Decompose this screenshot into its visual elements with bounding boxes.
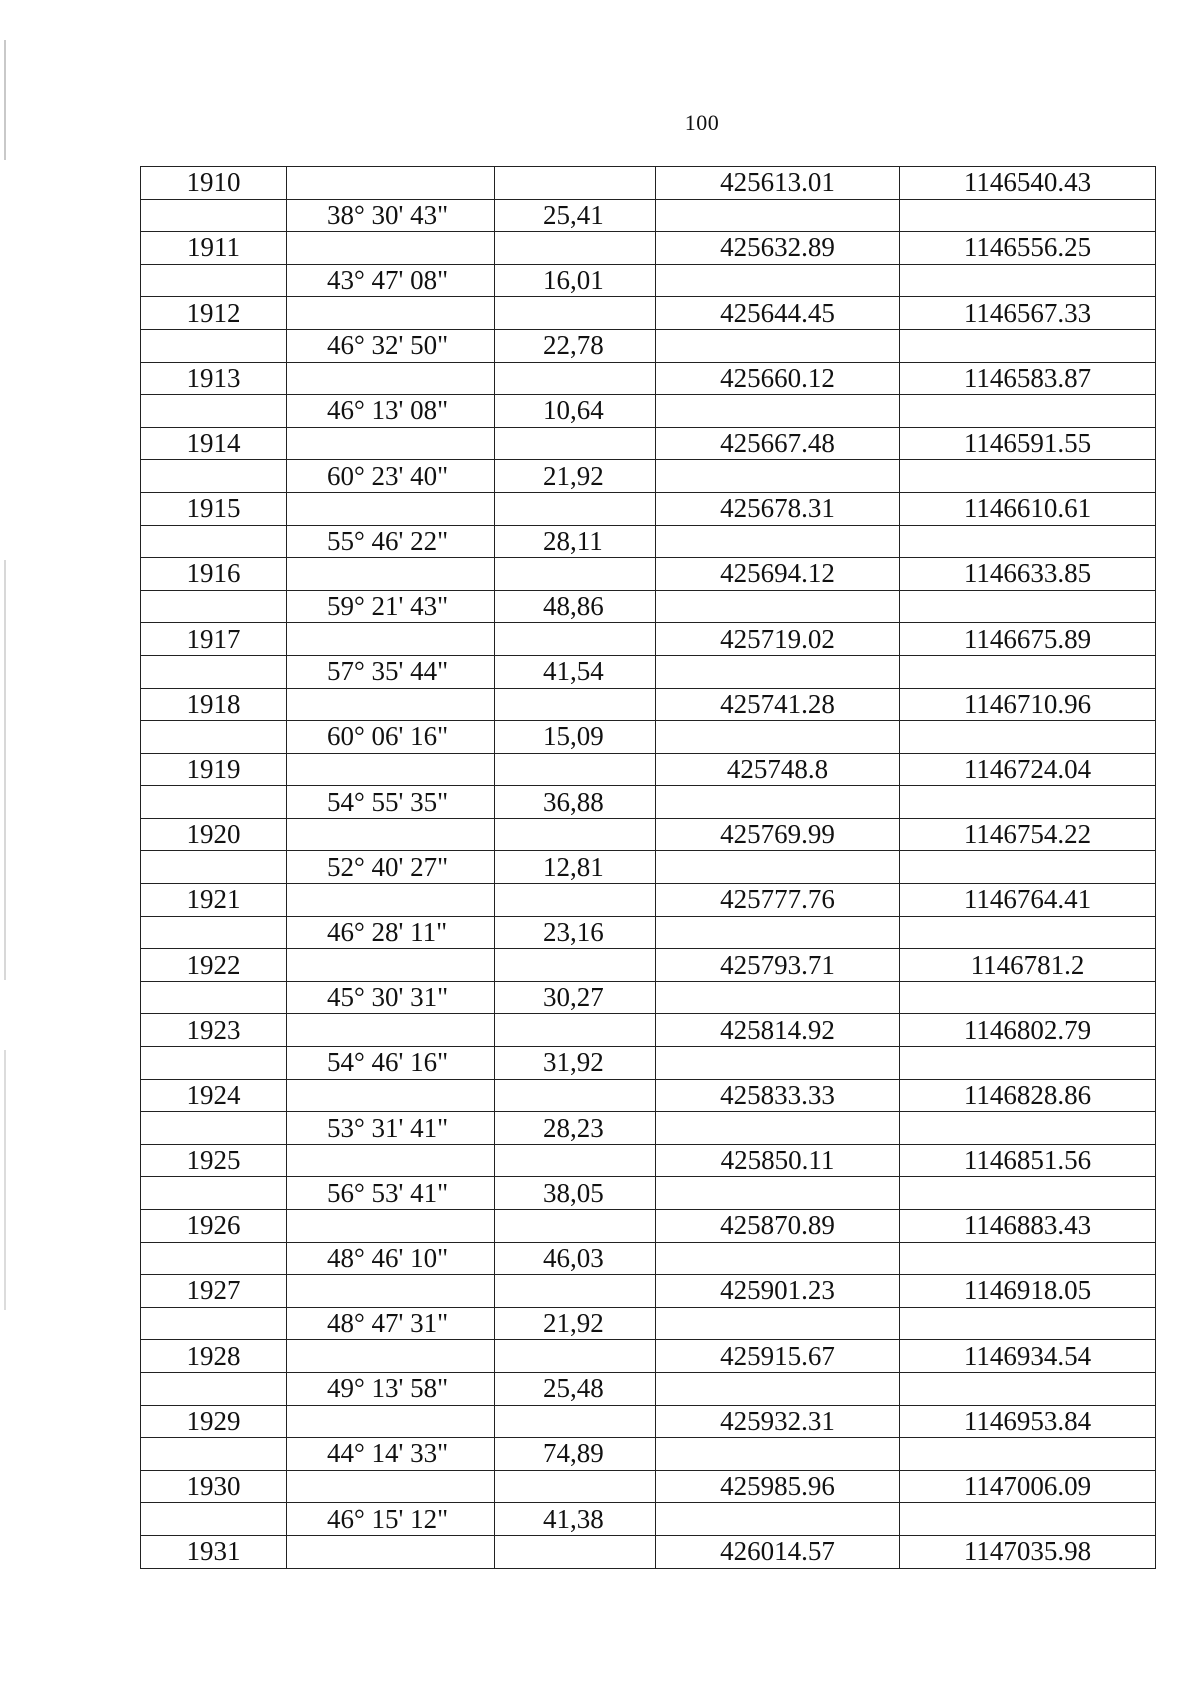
x-coordinate-cell: 425870.89	[656, 1210, 900, 1243]
direction-angle-cell	[287, 1014, 495, 1047]
x-coordinate-cell	[656, 395, 900, 428]
point-number-cell	[141, 1112, 287, 1145]
x-coordinate-cell: 425741.28	[656, 688, 900, 721]
point-number-cell	[141, 981, 287, 1014]
x-coordinate-cell	[656, 721, 900, 754]
direction-angle-cell: 46° 32' 50"	[287, 329, 495, 362]
table-row	[141, 818, 1156, 851]
y-coordinate-cell	[900, 981, 1156, 1014]
point-number-cell: 1926	[141, 1210, 287, 1243]
x-coordinate-cell	[656, 1047, 900, 1080]
point-number-cell: 1915	[141, 492, 287, 525]
y-coordinate-cell: 1146851.56	[900, 1144, 1156, 1177]
x-coordinate-cell: 425678.31	[656, 492, 900, 525]
distance-cell: 15,09	[495, 721, 656, 754]
y-coordinate-cell: 1147006.09	[900, 1470, 1156, 1503]
direction-angle-cell: 53° 31' 41"	[287, 1112, 495, 1145]
direction-angle-cell: 57° 35' 44"	[287, 655, 495, 688]
distance-cell	[495, 1405, 656, 1438]
table-row	[141, 1307, 1156, 1340]
direction-angle-cell: 54° 46' 16"	[287, 1047, 495, 1080]
distance-cell	[495, 427, 656, 460]
distance-cell	[495, 362, 656, 395]
x-coordinate-cell: 425769.99	[656, 818, 900, 851]
x-coordinate-cell	[656, 1242, 900, 1275]
x-coordinate-cell	[656, 1112, 900, 1145]
point-number-cell: 1911	[141, 232, 287, 265]
point-number-cell: 1929	[141, 1405, 287, 1438]
table-row	[141, 199, 1156, 232]
table-row	[141, 492, 1156, 525]
point-number-cell: 1912	[141, 297, 287, 330]
point-number-cell	[141, 851, 287, 884]
y-coordinate-cell	[900, 1438, 1156, 1471]
point-number-cell	[141, 199, 287, 232]
distance-cell: 25,48	[495, 1372, 656, 1405]
x-coordinate-cell	[656, 1177, 900, 1210]
table-row	[141, 1372, 1156, 1405]
table-row	[141, 1405, 1156, 1438]
direction-angle-cell	[287, 949, 495, 982]
direction-angle-cell	[287, 623, 495, 656]
y-coordinate-cell: 1146591.55	[900, 427, 1156, 460]
x-coordinate-cell	[656, 655, 900, 688]
y-coordinate-cell	[900, 525, 1156, 558]
y-coordinate-cell	[900, 916, 1156, 949]
y-coordinate-cell: 1147035.98	[900, 1535, 1156, 1568]
x-coordinate-cell: 425932.31	[656, 1405, 900, 1438]
direction-angle-cell: 46° 15' 12"	[287, 1503, 495, 1536]
point-number-cell	[141, 916, 287, 949]
y-coordinate-cell: 1146583.87	[900, 362, 1156, 395]
point-number-cell: 1925	[141, 1144, 287, 1177]
direction-angle-cell	[287, 1144, 495, 1177]
point-number-cell	[141, 786, 287, 819]
table-row	[141, 297, 1156, 330]
table-row	[141, 460, 1156, 493]
distance-cell: 25,41	[495, 199, 656, 232]
y-coordinate-cell	[900, 264, 1156, 297]
distance-cell	[495, 623, 656, 656]
point-number-cell: 1917	[141, 623, 287, 656]
point-number-cell: 1913	[141, 362, 287, 395]
point-number-cell: 1910	[141, 167, 287, 200]
point-number-cell	[141, 1372, 287, 1405]
point-number-cell	[141, 264, 287, 297]
direction-angle-cell: 48° 47' 31"	[287, 1307, 495, 1340]
x-coordinate-cell	[656, 851, 900, 884]
direction-angle-cell	[287, 297, 495, 330]
y-coordinate-cell: 1146802.79	[900, 1014, 1156, 1047]
table-row	[141, 721, 1156, 754]
table-row	[141, 1470, 1156, 1503]
direction-angle-cell: 48° 46' 10"	[287, 1242, 495, 1275]
y-coordinate-cell: 1146710.96	[900, 688, 1156, 721]
direction-angle-cell: 46° 28' 11"	[287, 916, 495, 949]
table-row	[141, 1275, 1156, 1308]
table-row	[141, 395, 1156, 428]
y-coordinate-cell: 1146540.43	[900, 167, 1156, 200]
direction-angle-cell	[287, 1275, 495, 1308]
table-row	[141, 525, 1156, 558]
y-coordinate-cell: 1146675.89	[900, 623, 1156, 656]
table-row	[141, 558, 1156, 591]
point-number-cell: 1922	[141, 949, 287, 982]
table-row	[141, 786, 1156, 819]
direction-angle-cell	[287, 362, 495, 395]
direction-angle-cell: 52° 40' 27"	[287, 851, 495, 884]
direction-angle-cell	[287, 1470, 495, 1503]
x-coordinate-cell: 425793.71	[656, 949, 900, 982]
x-coordinate-cell: 425901.23	[656, 1275, 900, 1308]
x-coordinate-cell: 425915.67	[656, 1340, 900, 1373]
direction-angle-cell	[287, 232, 495, 265]
direction-angle-cell: 45° 30' 31"	[287, 981, 495, 1014]
distance-cell	[495, 492, 656, 525]
direction-angle-cell: 38° 30' 43"	[287, 199, 495, 232]
table-row	[141, 1340, 1156, 1373]
direction-angle-cell	[287, 1210, 495, 1243]
x-coordinate-cell	[656, 1372, 900, 1405]
y-coordinate-cell	[900, 1372, 1156, 1405]
x-coordinate-cell: 425833.33	[656, 1079, 900, 1112]
y-coordinate-cell: 1146754.22	[900, 818, 1156, 851]
x-coordinate-cell: 425694.12	[656, 558, 900, 591]
y-coordinate-cell	[900, 655, 1156, 688]
y-coordinate-cell	[900, 786, 1156, 819]
direction-angle-cell: 56° 53' 41"	[287, 1177, 495, 1210]
distance-cell: 21,92	[495, 1307, 656, 1340]
table-row	[141, 590, 1156, 623]
distance-cell: 10,64	[495, 395, 656, 428]
point-number-cell: 1928	[141, 1340, 287, 1373]
x-coordinate-cell	[656, 199, 900, 232]
point-number-cell	[141, 721, 287, 754]
point-number-cell	[141, 525, 287, 558]
distance-cell	[495, 818, 656, 851]
table-row	[141, 1079, 1156, 1112]
direction-angle-cell: 55° 46' 22"	[287, 525, 495, 558]
scan-edge-mark	[4, 40, 6, 160]
y-coordinate-cell: 1146883.43	[900, 1210, 1156, 1243]
point-number-cell: 1918	[141, 688, 287, 721]
y-coordinate-cell: 1146918.05	[900, 1275, 1156, 1308]
table-row	[141, 362, 1156, 395]
point-number-cell: 1923	[141, 1014, 287, 1047]
table-row	[141, 623, 1156, 656]
distance-cell	[495, 884, 656, 917]
direction-angle-cell: 59° 21' 43"	[287, 590, 495, 623]
y-coordinate-cell	[900, 395, 1156, 428]
point-number-cell	[141, 1047, 287, 1080]
distance-cell	[495, 232, 656, 265]
table-row	[141, 655, 1156, 688]
y-coordinate-cell	[900, 460, 1156, 493]
distance-cell: 23,16	[495, 916, 656, 949]
y-coordinate-cell	[900, 721, 1156, 754]
distance-cell: 28,23	[495, 1112, 656, 1145]
distance-cell: 16,01	[495, 264, 656, 297]
point-number-cell	[141, 460, 287, 493]
y-coordinate-cell	[900, 590, 1156, 623]
direction-angle-cell	[287, 1535, 495, 1568]
table-row	[141, 1503, 1156, 1536]
point-number-cell	[141, 1438, 287, 1471]
y-coordinate-cell	[900, 1307, 1156, 1340]
distance-cell	[495, 1079, 656, 1112]
y-coordinate-cell	[900, 1177, 1156, 1210]
table-row	[141, 1177, 1156, 1210]
distance-cell: 41,54	[495, 655, 656, 688]
distance-cell	[495, 1210, 656, 1243]
x-coordinate-cell: 425660.12	[656, 362, 900, 395]
direction-angle-cell	[287, 1405, 495, 1438]
distance-cell	[495, 558, 656, 591]
distance-cell: 41,38	[495, 1503, 656, 1536]
distance-cell: 12,81	[495, 851, 656, 884]
point-number-cell: 1919	[141, 753, 287, 786]
distance-cell	[495, 1535, 656, 1568]
point-number-cell	[141, 1503, 287, 1536]
distance-cell: 48,86	[495, 590, 656, 623]
distance-cell: 74,89	[495, 1438, 656, 1471]
direction-angle-cell	[287, 1340, 495, 1373]
direction-angle-cell	[287, 492, 495, 525]
y-coordinate-cell: 1146953.84	[900, 1405, 1156, 1438]
table-row	[141, 1242, 1156, 1275]
table-row	[141, 753, 1156, 786]
point-number-cell: 1924	[141, 1079, 287, 1112]
table-row	[141, 1438, 1156, 1471]
distance-cell: 30,27	[495, 981, 656, 1014]
y-coordinate-cell: 1146633.85	[900, 558, 1156, 591]
table-row	[141, 851, 1156, 884]
distance-cell	[495, 1470, 656, 1503]
distance-cell: 36,88	[495, 786, 656, 819]
distance-cell: 38,05	[495, 1177, 656, 1210]
point-number-cell	[141, 655, 287, 688]
y-coordinate-cell: 1146764.41	[900, 884, 1156, 917]
y-coordinate-cell	[900, 1112, 1156, 1145]
x-coordinate-cell	[656, 460, 900, 493]
y-coordinate-cell: 1146781.2	[900, 949, 1156, 982]
point-number-cell: 1921	[141, 884, 287, 917]
coordinates-table-body	[141, 167, 1156, 1569]
x-coordinate-cell: 425632.89	[656, 232, 900, 265]
x-coordinate-cell: 425748.8	[656, 753, 900, 786]
distance-cell	[495, 297, 656, 330]
point-number-cell	[141, 1177, 287, 1210]
point-number-cell: 1927	[141, 1275, 287, 1308]
x-coordinate-cell	[656, 1438, 900, 1471]
table-row	[141, 232, 1156, 265]
x-coordinate-cell	[656, 525, 900, 558]
y-coordinate-cell	[900, 199, 1156, 232]
y-coordinate-cell	[900, 1503, 1156, 1536]
scan-edge-mark	[4, 560, 6, 980]
table-row	[141, 1210, 1156, 1243]
point-number-cell: 1930	[141, 1470, 287, 1503]
table-row	[141, 949, 1156, 982]
direction-angle-cell	[287, 753, 495, 786]
x-coordinate-cell: 425985.96	[656, 1470, 900, 1503]
direction-angle-cell	[287, 1079, 495, 1112]
x-coordinate-cell	[656, 786, 900, 819]
table-row	[141, 981, 1156, 1014]
scan-edge-mark	[4, 1050, 6, 1310]
distance-cell: 31,92	[495, 1047, 656, 1080]
table-row	[141, 916, 1156, 949]
direction-angle-cell	[287, 427, 495, 460]
table-row	[141, 688, 1156, 721]
table-row	[141, 1112, 1156, 1145]
table-row	[141, 1047, 1156, 1080]
x-coordinate-cell	[656, 1503, 900, 1536]
direction-angle-cell: 54° 55' 35"	[287, 786, 495, 819]
distance-cell: 22,78	[495, 329, 656, 362]
distance-cell	[495, 688, 656, 721]
direction-angle-cell: 46° 13' 08"	[287, 395, 495, 428]
point-number-cell	[141, 329, 287, 362]
point-number-cell: 1916	[141, 558, 287, 591]
x-coordinate-cell	[656, 916, 900, 949]
y-coordinate-cell: 1146724.04	[900, 753, 1156, 786]
distance-cell	[495, 1014, 656, 1047]
y-coordinate-cell: 1146610.61	[900, 492, 1156, 525]
point-number-cell: 1931	[141, 1535, 287, 1568]
direction-angle-cell: 49° 13' 58"	[287, 1372, 495, 1405]
x-coordinate-cell	[656, 329, 900, 362]
page-number: 100	[684, 110, 720, 135]
coordinates-table	[140, 166, 1156, 1569]
y-coordinate-cell: 1146828.86	[900, 1079, 1156, 1112]
distance-cell	[495, 1275, 656, 1308]
x-coordinate-cell: 425613.01	[656, 167, 900, 200]
distance-cell	[495, 753, 656, 786]
point-number-cell	[141, 395, 287, 428]
table-row	[141, 427, 1156, 460]
point-number-cell: 1914	[141, 427, 287, 460]
point-number-cell: 1920	[141, 818, 287, 851]
direction-angle-cell: 44° 14' 33"	[287, 1438, 495, 1471]
direction-angle-cell	[287, 884, 495, 917]
x-coordinate-cell: 425850.11	[656, 1144, 900, 1177]
x-coordinate-cell	[656, 1307, 900, 1340]
distance-cell: 21,92	[495, 460, 656, 493]
x-coordinate-cell: 426014.57	[656, 1535, 900, 1568]
direction-angle-cell: 60° 23' 40"	[287, 460, 495, 493]
table-row	[141, 329, 1156, 362]
y-coordinate-cell: 1146556.25	[900, 232, 1156, 265]
direction-angle-cell: 43° 47' 08"	[287, 264, 495, 297]
coordinates-table-container	[140, 166, 1155, 1569]
table-row	[141, 264, 1156, 297]
table-row	[141, 884, 1156, 917]
table-row	[141, 1535, 1156, 1568]
y-coordinate-cell	[900, 329, 1156, 362]
direction-angle-cell	[287, 558, 495, 591]
direction-angle-cell	[287, 167, 495, 200]
x-coordinate-cell	[656, 590, 900, 623]
distance-cell	[495, 949, 656, 982]
point-number-cell	[141, 1242, 287, 1275]
x-coordinate-cell: 425814.92	[656, 1014, 900, 1047]
table-row	[141, 1014, 1156, 1047]
point-number-cell	[141, 590, 287, 623]
y-coordinate-cell	[900, 1047, 1156, 1080]
distance-cell: 46,03	[495, 1242, 656, 1275]
point-number-cell	[141, 1307, 287, 1340]
table-row	[141, 1144, 1156, 1177]
x-coordinate-cell	[656, 264, 900, 297]
distance-cell	[495, 167, 656, 200]
x-coordinate-cell: 425644.45	[656, 297, 900, 330]
y-coordinate-cell: 1146567.33	[900, 297, 1156, 330]
distance-cell: 28,11	[495, 525, 656, 558]
x-coordinate-cell: 425719.02	[656, 623, 900, 656]
y-coordinate-cell	[900, 851, 1156, 884]
table-row	[141, 167, 1156, 200]
distance-cell	[495, 1340, 656, 1373]
y-coordinate-cell: 1146934.54	[900, 1340, 1156, 1373]
y-coordinate-cell	[900, 1242, 1156, 1275]
direction-angle-cell	[287, 818, 495, 851]
x-coordinate-cell: 425777.76	[656, 884, 900, 917]
x-coordinate-cell	[656, 981, 900, 1014]
distance-cell	[495, 1144, 656, 1177]
direction-angle-cell: 60° 06' 16"	[287, 721, 495, 754]
direction-angle-cell	[287, 688, 495, 721]
x-coordinate-cell: 425667.48	[656, 427, 900, 460]
